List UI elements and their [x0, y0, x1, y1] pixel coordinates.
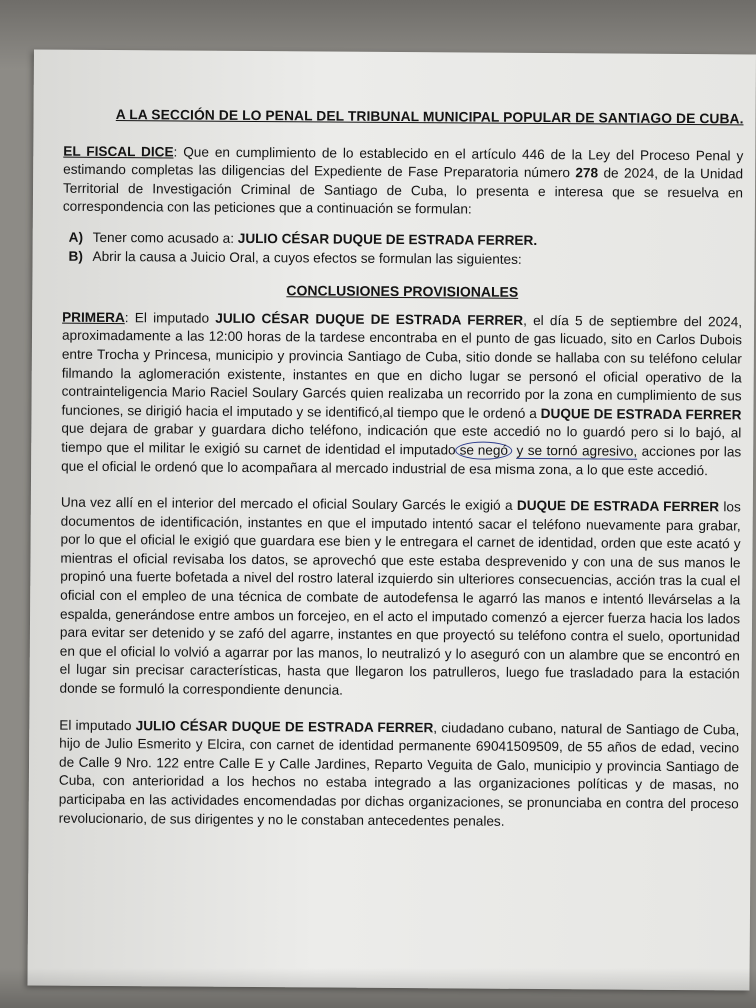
document-page [27, 49, 756, 990]
accused-surname: DUQUE DE ESTRADA FERRER [540, 405, 742, 423]
request-b [68, 247, 742, 270]
accused-surname: DUQUE DE ESTRADA FERRER [516, 497, 720, 515]
request-letter: A) [68, 229, 84, 245]
accused-name: JULIO CÉSAR DUQUE DE ESTRADA FERRER. [237, 230, 538, 248]
primera-text-2: , el día 5 de septiembre del 2024, aproximadamente a las 12:00 horas de la tardese encontraba en el punto de gas licuado, sito en Carlos Dubois entre Trocha y Princesa, municipio y provincia Santiago de Cuba, sitio donde se hallaba con su teléfono celular filmando la aglomeración existente, instantes en que en dicho lugar se personó el oficial operativo de la contrainteligencia Mario Raciel Soulary Garcés quien realizaba un recorrido por la zona en cumplimiento de sus funciones, se dirigió hacia el imputado y se identificó,al tiempo que le ordenó a [61, 312, 743, 421]
primera-label: PRIMERA [62, 309, 125, 325]
request-letter: B) [68, 248, 83, 264]
document-heading: A LA SECCIÓN DE LO PENAL DEL TRIBUNAL MUNICIPAL POPULAR DE SANTIAGO DE CUBA. [115, 107, 744, 127]
intro-text-a: : Que en cumplimiento de lo establecido en el artículo 446 de la Ley del Proceso Penal y estimando completas las diligencias del Expediente de Fase Preparatoria número [63, 144, 744, 181]
second-paragraph [59, 494, 740, 703]
pen-circled-text: se negó [456, 441, 512, 459]
intro-paragraph [63, 142, 744, 221]
request-text: Tener como acusado a: [92, 229, 238, 246]
primera-text-3: que dejara de grabar y guardara dicho teléfono, indicación que este accedió no lo guardó pero si lo bajó, al tiempo que el militar le exigió su carnet de identidad el imputado [61, 420, 742, 458]
primera-paragraph [61, 308, 742, 480]
expediente-number: 278 [575, 165, 599, 181]
para2-text-2: los documentos de identificación, instantes en que el imputado intentó sacar el teléfono nuevamente para grabar, por lo que el oficial le exigió que guardara ese bien y le entregara el carnet de identidad, orden que este acató y mientras el oficial revisaba los datos, se aprovechó que este estaba desprevenido y con una de sus manos le propinó una fuerte bofetada a nivel del rostro lateral izquierdo sin ulteriores consecuencias, acción tras la cual el oficial con el empleo de una técnica de combate de autodefensa le agarró las manos e intentó llevárselas a la espalda, generándose entre ambos un forcejeo, en el acto el imputado comenzó a ejercer fuerza hacia los lados para evitar ser detenido y se zafó del agarre, instantes en que proyectó su teléfono contra el suelo, oportunidad en que el oficial lo volvió a agarrar por las manos, lo neutralizó y lo aseguró con un alambre que se encontró en el lugar sin precisar características, hasta que llegaron los patrulleros, luego fue trasladado para la estación donde se formuló la correspondiente denuncia. [59, 499, 741, 698]
para2-text-1: Una vez allí en el interior del mercado el oficial Soulary Garcés le exigió a [60, 494, 517, 513]
primera-text-4: acciones por las que el oficial le ordenó que lo acompañara al mercado industrial de esa misma zona, a lo que este accedió. [61, 443, 742, 478]
pen-underlined-text: y se tornó agresivo, [516, 442, 638, 459]
third-paragraph [59, 716, 740, 832]
document-body [59, 106, 744, 833]
accused-name: JULIO CÉSAR DUQUE DE ESTRADA FERRER [135, 717, 434, 735]
primera-text-1: : El imputado [124, 309, 216, 326]
fiscal-label: EL FISCAL DICE [63, 143, 174, 160]
para3-text-2: , ciudadano cubano, natural de Santiago de Cuba, hijo de Julio Esmerito y Elcira, con carnet de identidad permanente 69041509509, de 55 años de edad, vecino de Calle 9 Nro. 122 entre Calle E y Calle Jardines, Reparto Veguita de Galo, municipio y provincia Santiago de Cuba, con anterioridad a los hechos no estaba integrado a las organizaciones políticas y de masas, no participaba en las actividades encomendadas por dichas organizaciones, se pronunciaba en contra del proceso revolucionario, de sus dirigentes y no le constaban antecedentes penales. [58, 719, 740, 829]
intro-text-b: de 2024, de la Unidad Territorial de Investigación Criminal de Santiago de Cuba, lo presenta e interesa que se resuelva en correspondencia con las peticiones que a continuación se formulan: [62, 165, 744, 217]
requests-list [68, 229, 742, 271]
accused-name: JULIO CÉSAR DUQUE DE ESTRADA FERRER [215, 310, 524, 328]
section-title: CONCLUSIONES PROVISIONALES [286, 282, 519, 301]
para3-text-1: El imputado [59, 717, 136, 733]
request-text: Abrir la causa a Juicio Oral, a cuyos efectos se formulan las siguientes: [92, 248, 522, 267]
